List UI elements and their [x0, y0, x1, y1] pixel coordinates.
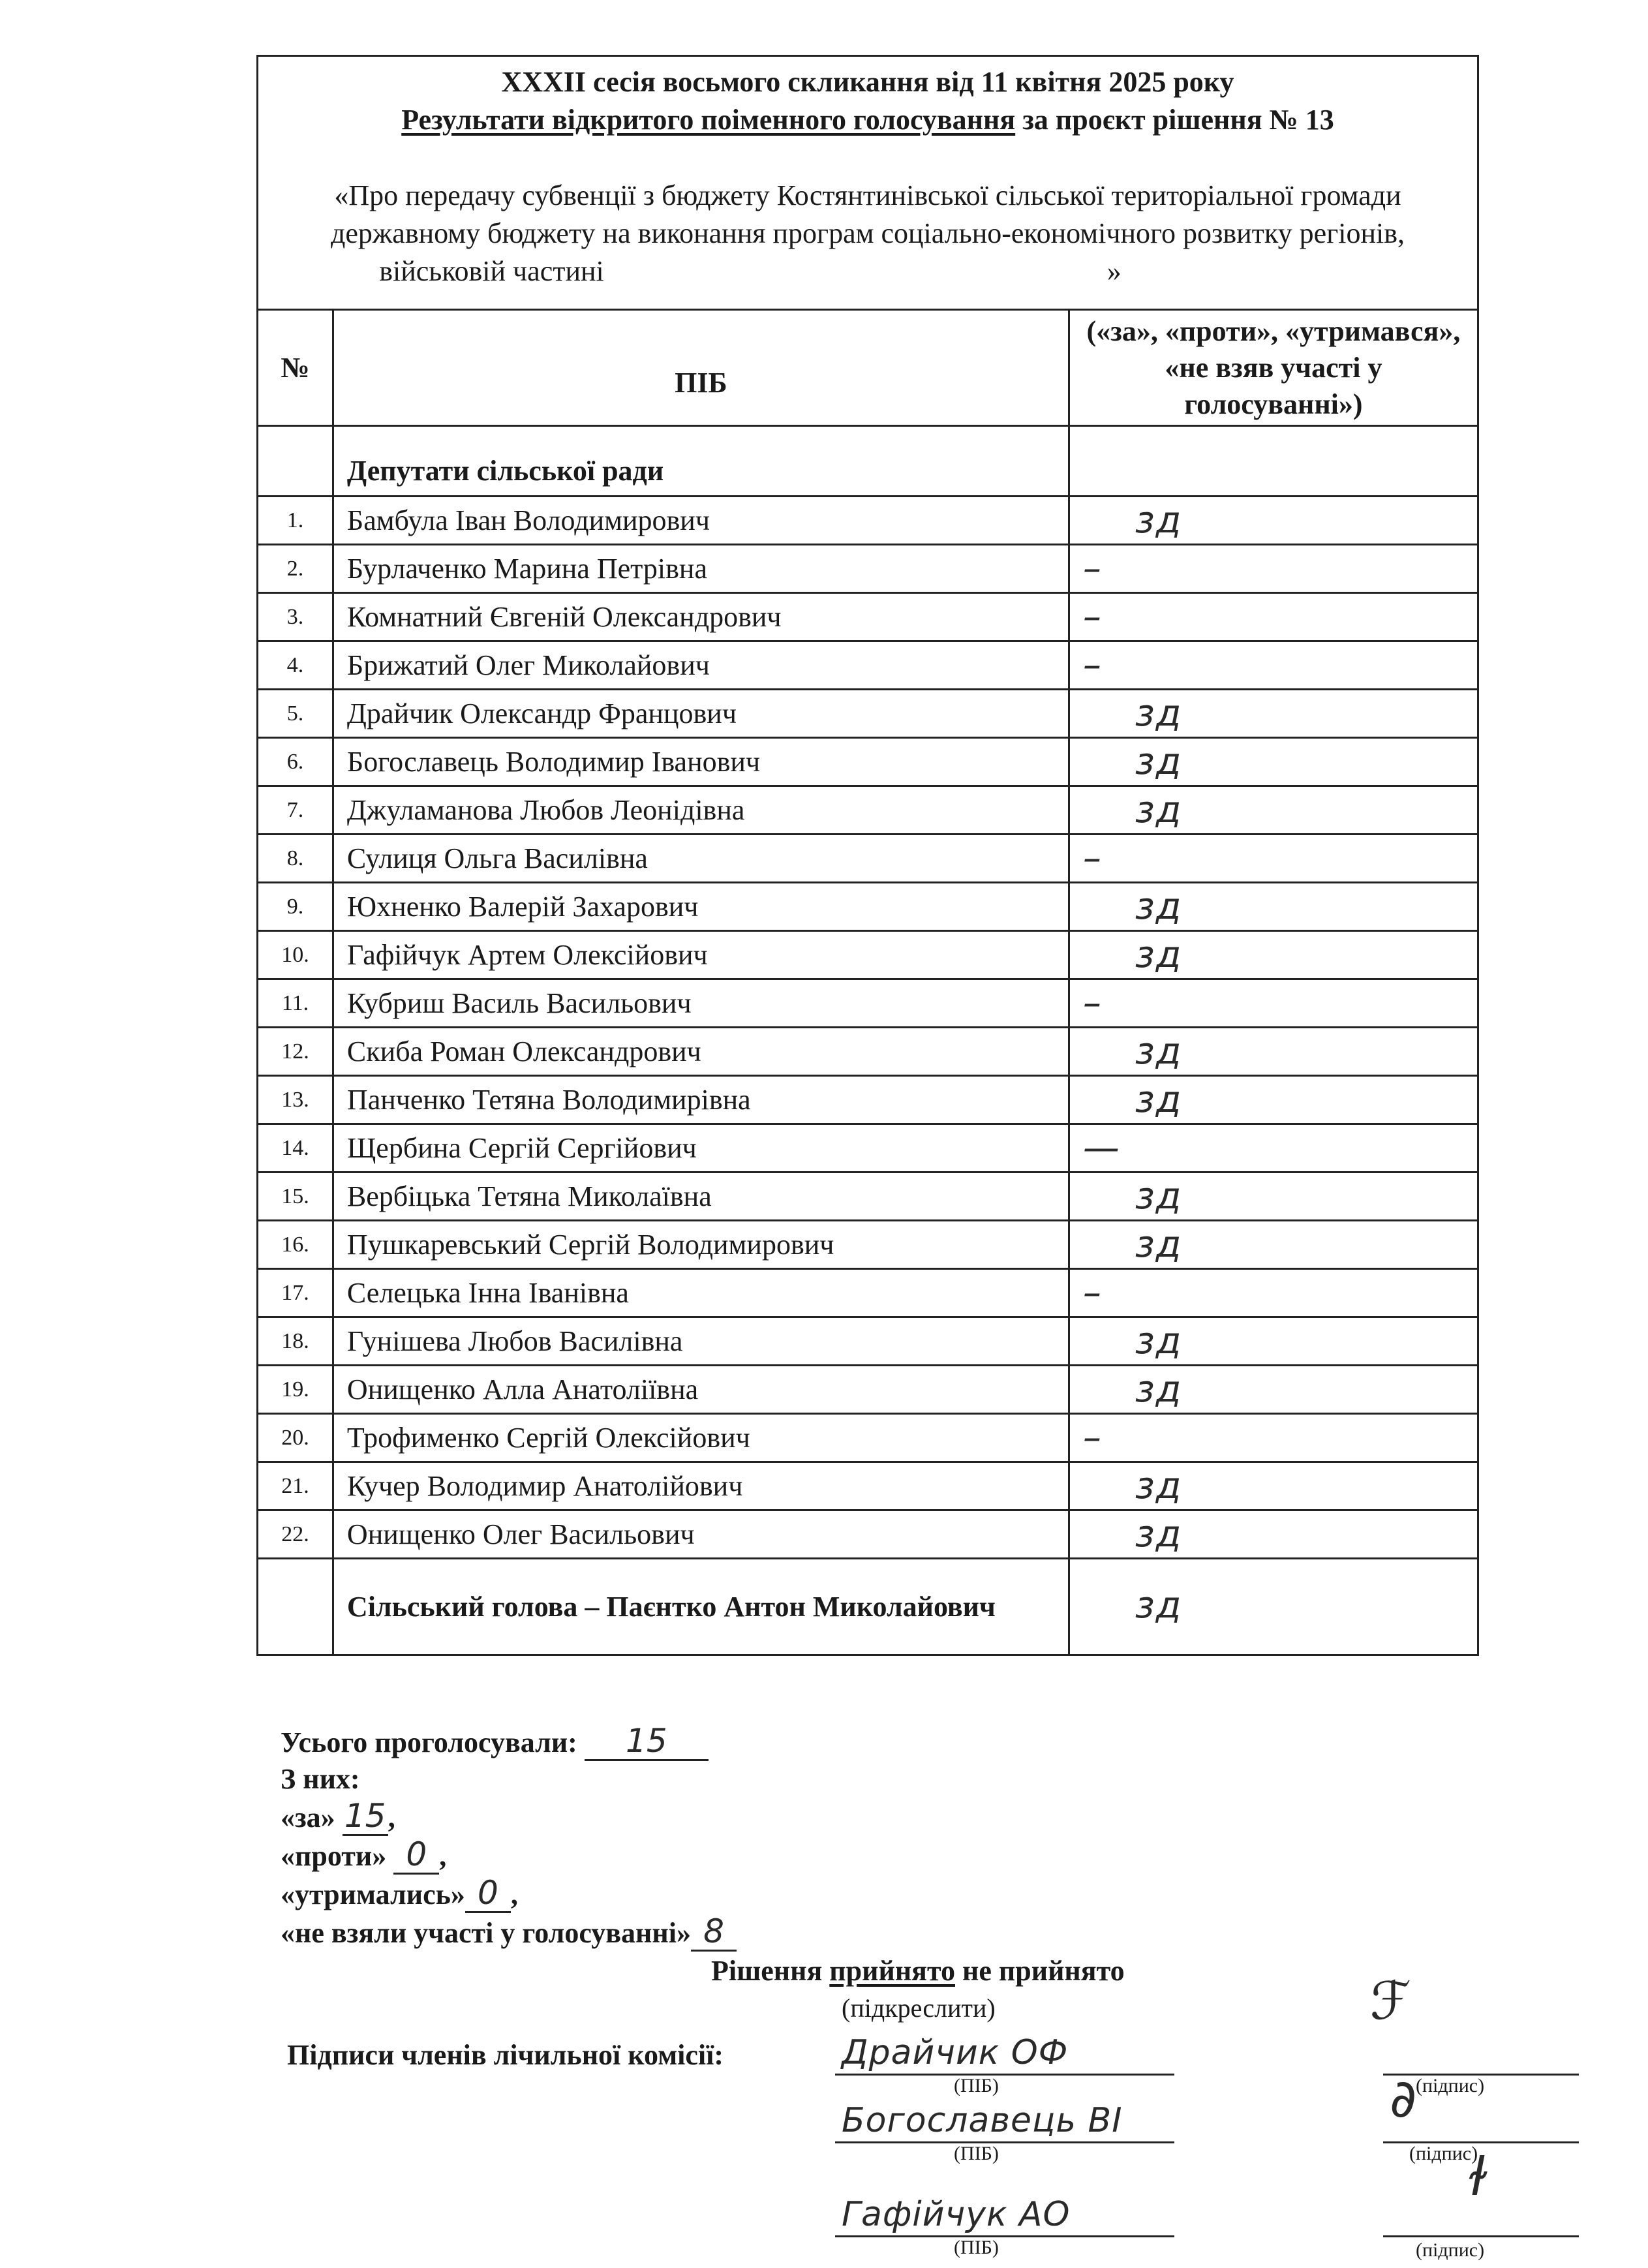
vote-cell [1069, 593, 1478, 641]
table-row [258, 979, 1478, 1028]
deputy-name: Гафійчук Артем Олексійович [333, 931, 1069, 979]
decision-rest: не прийнято [955, 1955, 1125, 1987]
table-header-row [258, 310, 1478, 426]
row-number: 14. [258, 1124, 333, 1172]
deputy-name: Драйчик Олександр Францович [333, 690, 1069, 738]
vote-mark: зд [1135, 1030, 1183, 1073]
signature-line-2 [835, 2102, 1174, 2143]
decision-line [711, 1954, 1125, 1987]
deputy-name: Бамбула Іван Володимирович [333, 497, 1069, 545]
vote-mark: – [1082, 644, 1103, 686]
proty-value: 0 [393, 1836, 439, 1875]
table-row [258, 1366, 1478, 1414]
group-title: Депутати сільської ради [333, 426, 1069, 497]
row-number: 4. [258, 641, 333, 690]
deputy-name: Онищенко Олег Васильович [333, 1510, 1069, 1559]
village-head-name [333, 1559, 1069, 1655]
vote-mark: – [1082, 837, 1103, 880]
row-number: 16. [258, 1221, 333, 1269]
table-row [258, 1317, 1478, 1366]
vote-mark: зд [1135, 499, 1183, 542]
table-row [258, 1124, 1478, 1172]
deputy-name: Джуламанова Любов Леонідівна [333, 786, 1069, 835]
decision-accepted: прийнято [829, 1955, 956, 1987]
group-row [258, 426, 1478, 497]
sign-caption-3: (підпис) [1416, 2239, 1485, 2261]
vote-cell [1069, 641, 1478, 690]
table-row [258, 931, 1478, 979]
resolution-title-line1: «Про передачу субвенції з бюджету Костянтинівської сільської територіальної громади [334, 179, 1401, 211]
vote-mark: — [1082, 1127, 1121, 1169]
vote-mark: – [1082, 1272, 1103, 1314]
vote-cell [1069, 738, 1478, 786]
deputy-name: Богославець Володимир Іванович [333, 738, 1069, 786]
vote-mark: зд [1135, 692, 1183, 735]
signature-line-3 [835, 2196, 1174, 2237]
totals-block [281, 1723, 737, 1952]
quote-end: » [1106, 255, 1122, 287]
table-row [258, 690, 1478, 738]
utr-value: 0 [465, 1875, 511, 1913]
table-row [258, 641, 1478, 690]
row-number: 3. [258, 593, 333, 641]
total-voted-label: Усього проголосували: [281, 1726, 577, 1758]
vote-cell [1069, 690, 1478, 738]
military-unit-label: військовій частині [379, 255, 604, 287]
deputy-name: Юхненко Валерій Захарович [333, 883, 1069, 931]
village-head-label: Сільський голова [346, 1590, 578, 1623]
utr-label: «утримались» [281, 1878, 465, 1910]
za-value: 15 [343, 1798, 388, 1836]
vote-cell [1069, 883, 1478, 931]
village-head-row [258, 1559, 1478, 1655]
col-vote-header: («за», «проти», «утримався», «не взяв участі у голосуванні») [1069, 310, 1478, 426]
vote-cell [1069, 1414, 1478, 1462]
vote-mark: зд [1135, 885, 1183, 928]
signature-name-3: Гафійчук АО [842, 2195, 1071, 2234]
vote-mark: зд [1135, 934, 1183, 976]
vote-cell [1069, 786, 1478, 835]
vote-cell [1069, 979, 1478, 1028]
deputy-name: Брижатий Олег Миколайович [333, 641, 1069, 690]
table-row [258, 497, 1478, 545]
resolution-title-line2: державному бюджету на виконання програм соціально-економічного розвитку регіонів, [330, 217, 1405, 249]
vote-mark: зд [1135, 1223, 1183, 1266]
table-row [258, 593, 1478, 641]
za-line: «за» 15, [281, 1797, 395, 1835]
redacted-area [611, 261, 1107, 287]
row-number: 9. [258, 883, 333, 931]
utr-line: «утримались» 0 , [281, 1874, 518, 1912]
row-number: 17. [258, 1269, 333, 1317]
table-row [258, 738, 1478, 786]
signature-name-1: Драйчик ОФ [842, 2033, 1069, 2072]
row-number: 15. [258, 1172, 333, 1221]
deputy-name: Комнатний Євгеній Олександрович [333, 593, 1069, 641]
vote-cell [1069, 835, 1478, 883]
signature-name-2: Богославець ВІ [842, 2101, 1123, 2140]
signature-line-1 [835, 2034, 1174, 2076]
deputy-name: Пушкаревський Сергій Володимирович [333, 1221, 1069, 1269]
row-number: 8. [258, 835, 333, 883]
row-number: 13. [258, 1076, 333, 1124]
vote-mark: зд [1135, 741, 1183, 783]
vote-cell [1069, 1462, 1478, 1510]
village-head-rest: – Паєнтко Антон Миколайович [577, 1590, 996, 1623]
deputy-name: Щербина Сергій Сергійович [333, 1124, 1069, 1172]
results-title [258, 101, 1477, 139]
vote-cell [1069, 1510, 1478, 1559]
results-title-rest: за проєкт рішення № 13 [1015, 104, 1334, 136]
sign-caption-2: (підпис) [1409, 2143, 1478, 2164]
row-number: 11. [258, 979, 333, 1028]
vote-mark: зд [1135, 1368, 1183, 1411]
signature-mark-1: ℱ [1370, 1970, 1411, 2031]
ne-label: «не взяли участі у голосуванні» [281, 1917, 691, 1949]
pib-caption-1: (ПІБ) [954, 2075, 999, 2096]
session-title: XXXII сесія восьмого скликання від 11 квітня 2025 року [501, 66, 1234, 98]
row-number: 5. [258, 690, 333, 738]
deputy-name: Вербіцька Тетяна Миколаївна [333, 1172, 1069, 1221]
row-number: 19. [258, 1366, 333, 1414]
vote-cell [1069, 497, 1478, 545]
total-voted-value: 15 [585, 1723, 709, 1761]
vote-mark: – [1082, 596, 1103, 638]
table-row [258, 835, 1478, 883]
row-number: 18. [258, 1317, 333, 1366]
vote-mark: зд [1135, 1584, 1183, 1627]
vote-cell [1069, 931, 1478, 979]
pib-caption-3: (ПІБ) [954, 2237, 999, 2258]
row-number: 1. [258, 497, 333, 545]
row-number: 6. [258, 738, 333, 786]
vote-mark: – [1082, 1417, 1103, 1459]
table-row [258, 1221, 1478, 1269]
table-row [258, 1269, 1478, 1317]
vote-cell [1069, 1269, 1478, 1317]
table-row [258, 883, 1478, 931]
votes-table [256, 309, 1479, 1656]
vote-cell [1069, 1317, 1478, 1366]
ne-value: 8 [691, 1913, 737, 1952]
deputy-name: Селецька Інна Іванівна [333, 1269, 1069, 1317]
vote-mark: зд [1135, 789, 1183, 831]
pib-caption-2: (ПІБ) [954, 2143, 999, 2164]
vote-cell [1069, 1028, 1478, 1076]
vote-cell [1069, 545, 1478, 593]
deputy-name: Сулиця Ольга Василівна [333, 835, 1069, 883]
header-box [256, 55, 1479, 311]
table-row [258, 545, 1478, 593]
signatures-label: Підписи членів лічильної комісії: [287, 2039, 724, 2071]
results-title-underlined: Результати відкритого поіменного голосування [401, 104, 1016, 136]
table-row [258, 786, 1478, 835]
row-number: 22. [258, 1510, 333, 1559]
total-voted [281, 1723, 737, 1761]
deputy-name: Панченко Тетяна Володимирівна [333, 1076, 1069, 1124]
vote-mark: – [1082, 547, 1103, 590]
ne-line [281, 1913, 737, 1952]
table-row [258, 1510, 1478, 1559]
row-number: 21. [258, 1462, 333, 1510]
deputy-name: Скиба Роман Олександрович [333, 1028, 1069, 1076]
vote-mark: зд [1135, 1079, 1183, 1121]
row-number: 10. [258, 931, 333, 979]
signature-mark-3: ɫ [1468, 2147, 1489, 2207]
row-number: 12. [258, 1028, 333, 1076]
vote-cell [1069, 1221, 1478, 1269]
vote-cell [1069, 1172, 1478, 1221]
row-number: 20. [258, 1414, 333, 1462]
deputies-rows [258, 497, 1478, 1559]
proty-label: «проти» [281, 1840, 387, 1872]
vote-cell [1069, 1076, 1478, 1124]
sign-caption-1: (підпис) [1416, 2075, 1485, 2096]
of-them: З них: [281, 1763, 360, 1795]
vote-cell [1069, 1366, 1478, 1414]
vote-mark: зд [1135, 1465, 1183, 1507]
za-label: «за» [281, 1801, 335, 1833]
vote-mark: зд [1135, 1320, 1183, 1362]
village-head-vote [1069, 1559, 1478, 1655]
deputy-name: Бурлаченко Марина Петрівна [333, 545, 1069, 593]
underline-note: (підкреслити) [842, 1993, 996, 2023]
row-number: 7. [258, 786, 333, 835]
vote-cell [1069, 1124, 1478, 1172]
deputy-name: Гунішева Любов Василівна [333, 1317, 1069, 1366]
signature-mark-2: ∂ [1390, 2068, 1417, 2129]
table-row [258, 1172, 1478, 1221]
resolution-title-line3 [258, 253, 1477, 290]
proty-line: «проти» 0 , [281, 1835, 447, 1873]
table-row [258, 1414, 1478, 1462]
table-row [258, 1076, 1478, 1124]
col-num-header: № [258, 310, 333, 426]
row-number: 2. [258, 545, 333, 593]
deputy-name: Кучер Володимир Анатолійович [333, 1462, 1069, 1510]
decision-prefix: Рішення [711, 1955, 830, 1987]
table-row [258, 1462, 1478, 1510]
vote-mark: – [1082, 982, 1103, 1024]
col-name-header: ПІБ [333, 310, 1069, 426]
vote-mark: зд [1135, 1513, 1183, 1555]
deputy-name: Трофименко Сергій Олексійович [333, 1414, 1069, 1462]
deputy-name: Онищенко Алла Анатоліївна [333, 1366, 1069, 1414]
table-row [258, 1028, 1478, 1076]
vote-mark: зд [1135, 1175, 1183, 1218]
deputy-name: Кубриш Василь Васильович [333, 979, 1069, 1028]
